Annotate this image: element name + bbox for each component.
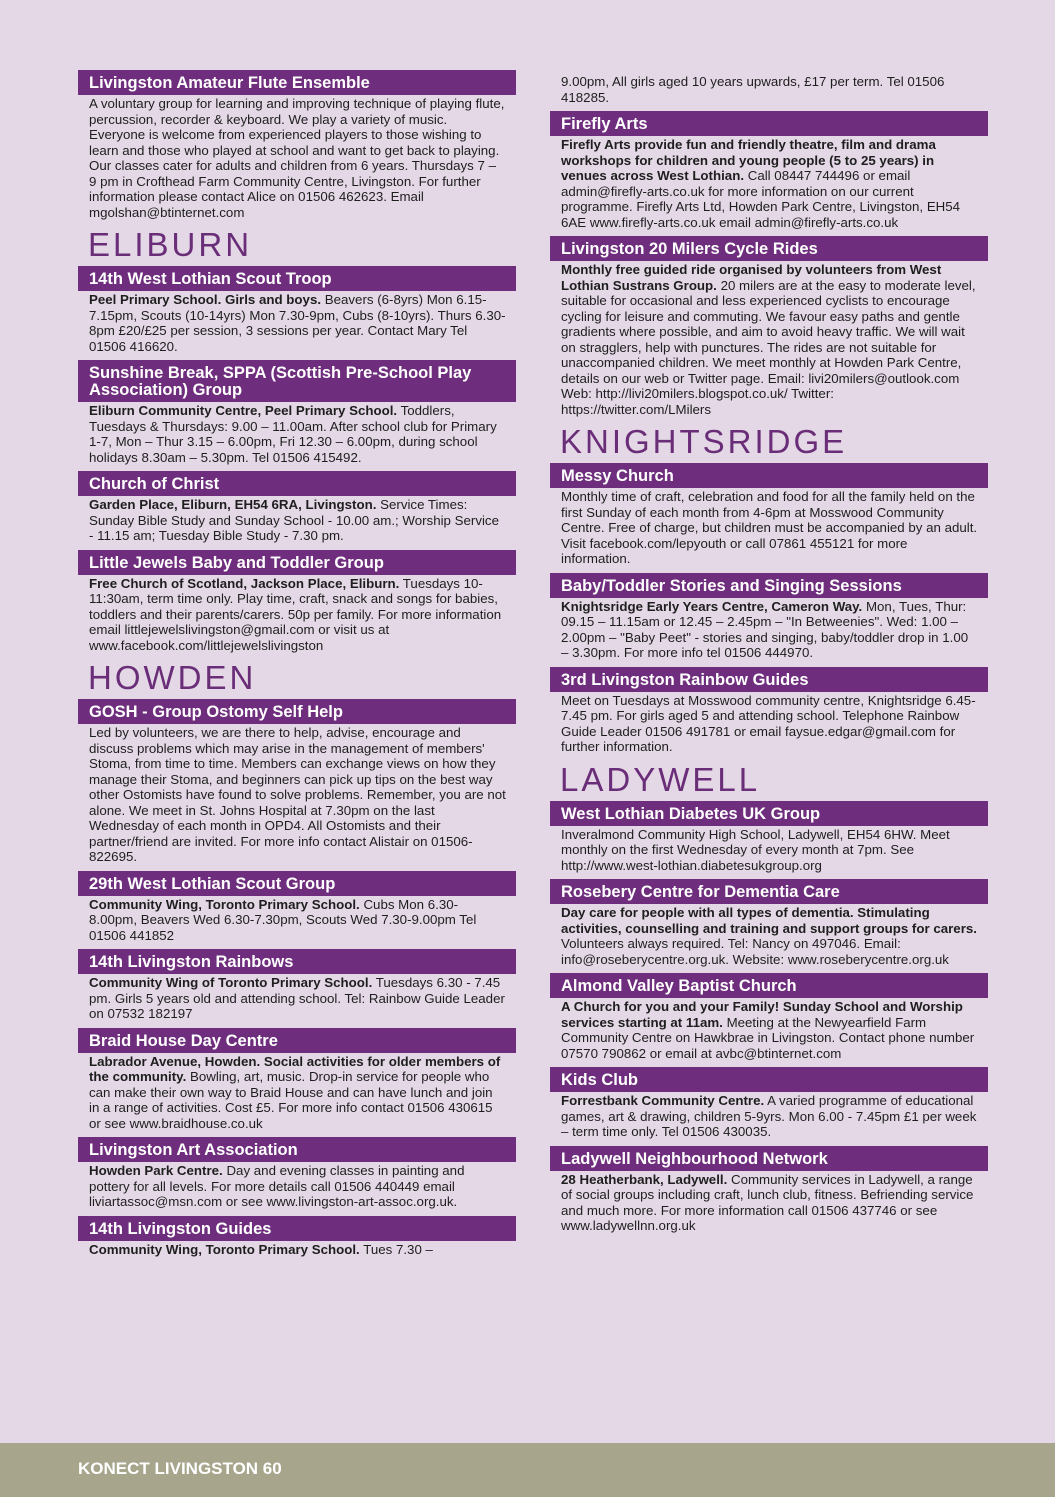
listing-little-jewels [78, 550, 516, 654]
listing-title: Sunshine Break, SPPA (Scottish Pre-School Play Association) Group [78, 360, 516, 402]
listing-gosh [78, 699, 516, 865]
listing-church-of-christ [78, 471, 516, 544]
listing-title: Braid House Day Centre [78, 1028, 516, 1053]
listing-title: Rosebery Centre for Dementia Care [550, 879, 988, 904]
listing-text: Community Wing of Toronto Primary School. Tuesdays 6.30 - 7.45 pm. Girls 5 years old and attending school. Tel: Rainbow Guide Leader on 07532 182197 [89, 975, 505, 1021]
listing-title: GOSH - Group Ostomy Self Help [78, 699, 516, 724]
listing-title: 14th West Lothian Scout Troop [78, 266, 516, 291]
listing-title: Little Jewels Baby and Toddler Group [78, 550, 516, 575]
listing-kids-club [550, 1067, 988, 1140]
listing-title: 14th Livingston Rainbows [78, 949, 516, 974]
listing-text: Garden Place, Eliburn, EH54 6RA, Livingston. Service Times: Sunday Bible Study and Sunday School - 10.00 am.; Worship Service - 11.15 am; Tuesday Bible Study - 7.30 pm. [89, 497, 499, 543]
listing-14th-guides [78, 1216, 516, 1258]
listing-text: Howden Park Centre. Day and evening classes in painting and pottery for all levels. For more details call 01506 440449 email liviartassoc@msn.com or see www.livingston-art-assoc.org.uk. [89, 1163, 465, 1209]
listing-text: Firefly Arts provide fun and friendly theatre, film and drama workshops for children and young people (5 to 25 years) in venues across West Lothian. Call 08447 744496 or email admin@firefly-arts.co.uk for more information on our current programme. Firefly Arts Ltd, Howden Park Centre, Livingston, EH54 6AE www.firefly-arts.co.uk email admin@firefly-arts.co.uk [561, 137, 961, 230]
listing-text: Monthly free guided ride organised by volunteers from West Lothian Sustrans Group. 20 milers are at the easy to moderate level, suitable for occasional and less experienced cyclists to encourage cycling for leisure and commuting. We favour easy paths and gentle gradients where possible, and aim to avoid heavy traffic. We will wait on stragglers, help with punctures. The rides are not suitable for unaccompanied children. We meet monthly at Howden Park Centre, details on our web or Twitter page. Email: livi20milers@outlook.com Web: http://livi20milers.blogspot.co.uk/ Twitter: https://twitter.com/LMilers [561, 262, 976, 417]
listing-title: Messy Church [550, 463, 988, 488]
listing-title: 3rd Livingston Rainbow Guides [550, 667, 988, 692]
listing-title: Church of Christ [78, 471, 516, 496]
listing-neighbourhood-network [550, 1146, 988, 1234]
listing-text: Inveralmond Community High School, Ladywell, EH54 6HW. Meet monthly on the first Wednesday of every month at 7pm. See http://www.west-lothian.diabetesukgroup.org [561, 826, 950, 873]
listing-text: 28 Heatherbank, Ladywell. Community services in Ladywell, a range of social groups including craft, lunch club, fitness. Befriending service and much more. For more information call 01506 437746 or see www.ladywellnn.org.uk [561, 1171, 974, 1233]
listing-text: Community Wing, Toronto Primary School. Cubs Mon 6.30-8.00pm, Beavers Wed 6.30-7.30pm, Scouts Wed 7.30-9.00pm Tel 01506 441852 [89, 896, 477, 943]
listing-14th-rainbows [78, 949, 516, 1022]
listing-title: Ladywell Neighbourhood Network [550, 1146, 988, 1171]
section-heading-howden: HOWDEN [88, 659, 257, 696]
listing-firefly-arts [550, 111, 988, 230]
listing-messy-church [550, 463, 988, 567]
listing-title: Firefly Arts [550, 111, 988, 136]
listing-text: A Church for you and your Family! Sunday School and Worship services starting at 11am. Meeting at the Newyearfield Farm Community Centre on Hawkbrae in Livingston. Contact phone number 07570 790862 or email at avbc@btinternet.com [561, 999, 975, 1061]
listing-29th-scout-group [78, 871, 516, 944]
listing-braid-house [78, 1028, 516, 1132]
listing-title: Livingston 20 Milers Cycle Rides [550, 236, 988, 261]
right-column [550, 70, 988, 1240]
listing-text: Free Church of Scotland, Jackson Place, Eliburn. Tuesdays 10-11:30am, term time only. Play time, craft, snack and songs for babies, toddlers and their parents/carers. 50p per family. For more information email littlejewelslivingston@gmail.com or visit us at www.facebook.com/littlejewelslivingston [89, 575, 502, 653]
listing-text: A voluntary group for learning and improving technique of playing flute, percussion, recorder & keyboard. We play a variety of music. Everyone is welcome from experienced players to those wishing to learn and those who played at school and want to get back to playing. Our classes cater for adults and children from 6 years. Thursdays 7 – 9 pm in Crofthead Farm Community Centre, Livingston. For further information please contact Alice on 01506 462623. Email mgolshan@btinternet.com [89, 96, 505, 220]
listing-art-association [78, 1137, 516, 1210]
section-heading-eliburn: ELIBURN [88, 226, 253, 263]
listing-3rd-rainbow-guides [550, 667, 988, 755]
listing-text: Peel Primary School. Girls and boys. Beavers (6-8yrs) Mon 6.15-7.15pm, Scouts (10-14yrs) Mon 7.30-9pm, Cubs (8-10yrs). Thurs 6.30-8pm £20/£25 per session, 3 sessions per year. Contact Mary Tel 01506 416620. [89, 292, 506, 354]
listing-rosebery-centre [550, 879, 988, 967]
listing-text: Community Wing, Toronto Primary School. Tues 7.30 – [89, 1241, 433, 1257]
section-heading-ladywell: LADYWELL [560, 760, 761, 798]
listing-almond-valley-baptist [550, 973, 988, 1061]
listing-title: Livingston Art Association [78, 1137, 516, 1162]
page-footer [0, 1443, 1055, 1497]
listing-title: Livingston Amateur Flute Ensemble [78, 70, 516, 95]
listing-text: 9.00pm, All girls aged 10 years upwards, £17 per term. Tel 01506 418285. [561, 74, 945, 105]
left-column [78, 70, 516, 1263]
listing-guides-continued [550, 73, 988, 105]
listing-20-milers [550, 236, 988, 417]
listing-text: Knightsridge Early Years Centre, Cameron Way. Mon, Tues, Thur: 09.15 – 11.15am or 12.45 – 2.45pm – "In Betweenies". Wed: 1.00 – 2.00pm – "Baby Peet" - stories and singing, baby/toddler drop in 1.00 – 3.30pm. For more info tel 01506 444970. [561, 598, 969, 660]
section-heading-knightsridge: KNIGHTSRIDGE [560, 423, 848, 460]
listing-title: Baby/Toddler Stories and Singing Sessions [550, 573, 988, 598]
listing-text: Day care for people with all types of dementia. Stimulating activities, counselling and training and support groups for carers. Volunteers always required. Tel: Nancy on 497046. Email: info@roseberycentre.org.uk. Website: www.roseberycentre.org.uk [561, 905, 977, 967]
listing-text: Led by volunteers, we are there to help, advise, encourage and discuss problems which may arise in the management of members' Stoma, from time to time. Members can exchange views on how they manage their Stoma, and beginners can pick up tips on the best way other Ostomists have found to solve problems. Remember, you are not alone. We meet in St. Johns Hospital at 7.30pm on the last Wednesday of each month in OPD4. All Ostomists and their partner/friend are invited. For more info contact Alistair on 01506-822695. [89, 725, 506, 864]
listing-text: Eliburn Community Centre, Peel Primary School. Toddlers, Tuesdays & Thursdays: 9.00 – 11.00am. After school club for Primary 1-7, Mon – Thur 3.15 – 6.00pm, Fri 12.30 – 6.00pm, during school holidays 8.30am – 5.30pm. Tel 01506 415492. [89, 403, 497, 465]
listing-text: Forrestbank Community Centre. A varied programme of educational games, art & drawing, children 5-9yrs. Mon 6.00 - 7.45pm £1 per week – term time only. Tel 01506 430035. [561, 1093, 977, 1139]
listing-sunshine-break [78, 360, 516, 465]
listing-text: Meet on Tuesdays at Mosswood community centre, Knightsridge 6.45-7.45 pm. For girls aged 5 and attending school. Telephone Rainbow Guide Leader 01506 491781 or email faysue.edgar@gmail.com for further information. [561, 692, 976, 754]
listing-text: Monthly time of craft, celebration and food for all the family held on the first Sunday of each month from 4-6pm at Mosswood Community Centre. Free of charge, but children must be accompanied by an adult. Visit facebook.com/lepyouth or call 07861 455121 for more information. [561, 489, 978, 566]
listing-text: Labrador Avenue, Howden. Social activities for older members of the community. Bowling, art, music. Drop-in service for people who can make their own way to Braid House and can have lunch and join in a range of activities. Cost £5. For more info contact 01506 430615 or see www.braidhouse.co.uk [89, 1053, 501, 1131]
listing-title: West Lothian Diabetes UK Group [550, 801, 988, 826]
listing-scout-troop [78, 266, 516, 354]
listing-diabetes-uk [550, 801, 988, 874]
listing-title: 14th Livingston Guides [78, 1216, 516, 1241]
listing-title: 29th West Lothian Scout Group [78, 871, 516, 896]
listing-flute-ensemble [78, 70, 516, 220]
listing-baby-toddler-stories [550, 573, 988, 661]
listing-title: Kids Club [550, 1067, 988, 1092]
footer-page-label: KONECT LIVINGSTON 60 [78, 1459, 282, 1478]
listing-title: Almond Valley Baptist Church [550, 973, 988, 998]
